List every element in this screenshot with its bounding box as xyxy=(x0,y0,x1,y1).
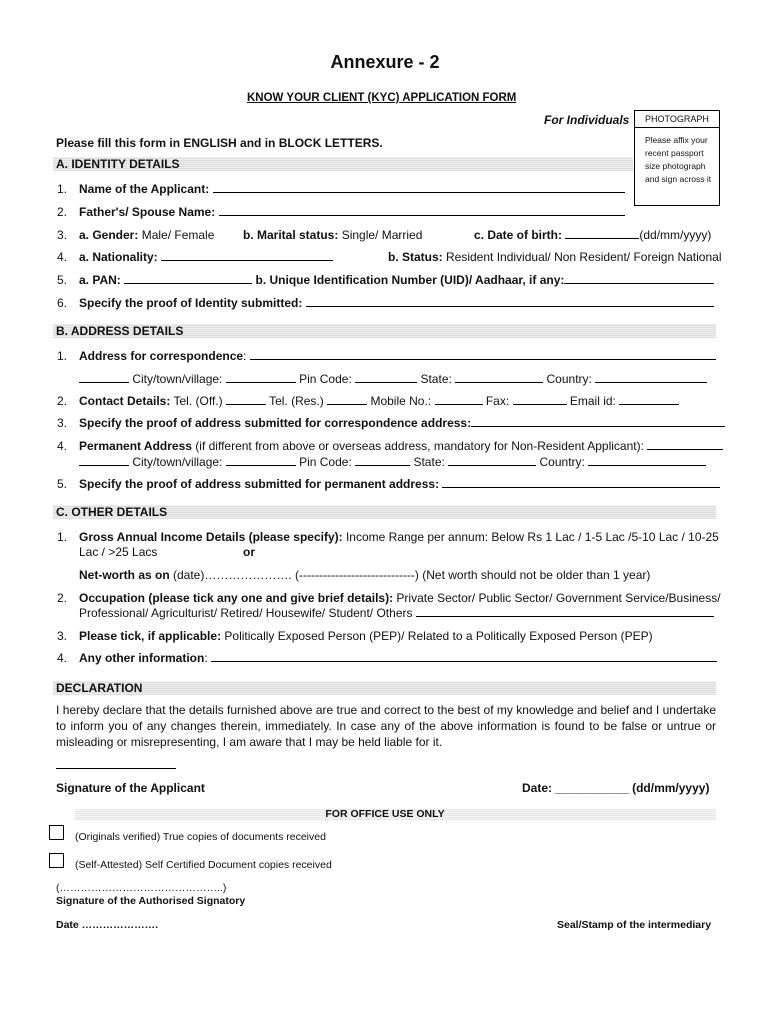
contact-details-label: Contact Details: xyxy=(79,394,171,408)
pep-field[interactable] xyxy=(79,629,653,643)
instruction-text: Please fill this form in ENGLISH and in BLOCK LETTERS. xyxy=(56,136,383,150)
correspondence-address-label: Address for correspondence xyxy=(79,349,244,363)
applicant-name-input[interactable] xyxy=(213,182,625,193)
gender-label: a. Gender: xyxy=(79,228,139,242)
dob-label: c. Date of birth: xyxy=(474,228,563,242)
self-attested-checkbox[interactable] xyxy=(49,853,64,868)
permanent-proof-input[interactable] xyxy=(442,477,720,488)
income-range-text: Income Range per annum: Below Rs 1 Lac / 1-5 Lac /5-10 Lac / 10-25 xyxy=(342,530,719,544)
applicant-signature-label: Signature of the Applicant xyxy=(56,781,205,795)
pep-label: Please tick, if applicable: xyxy=(79,629,222,643)
permanent-address-line2[interactable] xyxy=(79,455,706,469)
occupation-field[interactable] xyxy=(79,591,721,605)
occupation-options: Private Sector/ Public Sector/ Government Service/Business/ xyxy=(393,591,721,605)
declaration-date-label: Date: ___________ (dd/mm/yyyy) xyxy=(522,781,710,795)
uid-input[interactable] xyxy=(564,273,714,284)
father-spouse-input[interactable] xyxy=(219,205,625,216)
section-b-title: B. ADDRESS DETAILS xyxy=(56,324,184,338)
occupation-options-2: Professional/ Agriculturist/ Retired/ Housewife/ Student/ Others xyxy=(79,606,413,620)
item-a2-number: 2. xyxy=(57,205,68,219)
dob-field[interactable] xyxy=(474,228,711,242)
income-label: Gross Annual Income Details (please specify): xyxy=(79,530,343,544)
networth-label: Net-worth as on xyxy=(79,568,170,582)
applicant-signature-line[interactable] xyxy=(56,768,176,769)
item-b5-number: 5. xyxy=(57,477,68,491)
section-a-title: A. IDENTITY DETAILS xyxy=(56,157,180,171)
networth-text: (date)…………………. (-----------------------------) (Net worth should not be older than 1 year) xyxy=(169,568,651,582)
marital-field[interactable] xyxy=(243,228,422,242)
nationality-input[interactable] xyxy=(161,250,333,261)
city-input[interactable] xyxy=(226,372,296,383)
annexure-title: Annexure - 2 xyxy=(330,52,440,72)
correspondence-proof-label: Specify the proof of address submitted for correspondence address: xyxy=(79,416,472,430)
income-range-text-2: Lac / >25 Lacs xyxy=(79,545,158,559)
authorised-signatory-dots[interactable]: (………………………………………..) xyxy=(56,882,227,894)
pin-label: Pin Code: xyxy=(299,372,352,386)
tel-res-input[interactable] xyxy=(327,394,367,405)
status-field[interactable] xyxy=(388,250,722,264)
contact-details-field[interactable] xyxy=(79,394,679,408)
section-b-header xyxy=(53,324,716,338)
gender-field[interactable] xyxy=(79,228,214,242)
mobile-input[interactable] xyxy=(435,394,483,405)
email-input[interactable] xyxy=(619,394,679,405)
applicant-name-field[interactable] xyxy=(79,182,625,196)
perm-pin-input[interactable] xyxy=(355,455,410,466)
occupation-label: Occupation (please tick any one and give brief details): xyxy=(79,591,394,605)
other-info-label: Any other information xyxy=(79,651,205,665)
status-label: b. Status: xyxy=(388,250,443,264)
pep-options: Politically Exposed Person (PEP)/ Related to a Politically Exposed Person (PEP) xyxy=(221,629,653,643)
authorised-signatory-label: Signature of the Authorised Signatory xyxy=(56,895,246,907)
photograph-label: PHOTOGRAPH xyxy=(635,111,719,128)
item-c3-number: 3. xyxy=(57,629,68,643)
occupation-line2[interactable] xyxy=(79,606,714,620)
for-individuals-label: For Individuals xyxy=(544,113,630,127)
permanent-proof-field[interactable] xyxy=(79,477,720,491)
correspondence-address-input[interactable] xyxy=(250,349,716,360)
correspondence-proof-input[interactable] xyxy=(471,416,725,427)
pan-uid-field[interactable] xyxy=(79,273,714,287)
section-c-title: C. OTHER DETAILS xyxy=(56,505,168,519)
pan-input[interactable] xyxy=(124,273,252,284)
dob-input[interactable] xyxy=(565,228,639,239)
marital-options: Single/ Married xyxy=(338,228,423,242)
income-field[interactable] xyxy=(79,530,719,544)
status-options: Resident Individual/ Non Resident/ Foreign National xyxy=(442,250,722,264)
item-a4-number: 4. xyxy=(57,250,68,264)
state-input[interactable] xyxy=(455,372,543,383)
dob-format: (dd/mm/yyyy) xyxy=(639,228,712,242)
tel-off-input[interactable] xyxy=(226,394,266,405)
pin-input[interactable] xyxy=(355,372,417,383)
perm-state-label: State: xyxy=(413,455,445,469)
section-c-header xyxy=(53,505,716,519)
pan-label: a. PAN: xyxy=(79,273,121,287)
perm-address-line-input[interactable] xyxy=(79,455,129,466)
fax-label: Fax: xyxy=(485,394,510,408)
photograph-box[interactable] xyxy=(634,110,720,206)
permanent-address-label: Permanent Address xyxy=(79,439,192,453)
state-label: State: xyxy=(420,372,452,386)
item-c2-number: 2. xyxy=(57,591,68,605)
address-line-input[interactable] xyxy=(79,372,129,383)
uid-label: b. Unique Identification Number (UID)/ Aadhaar, if any: xyxy=(255,273,565,287)
item-a1-number: 1. xyxy=(57,182,68,196)
permanent-address-input[interactable] xyxy=(647,439,723,450)
or-label: or xyxy=(243,545,255,559)
mobile-label: Mobile No.: xyxy=(370,394,432,408)
item-a5-number: 5. xyxy=(57,273,68,287)
perm-city-label: City/town/village: xyxy=(132,455,223,469)
perm-country-input[interactable] xyxy=(588,455,706,466)
correspondence-proof-field[interactable] xyxy=(79,416,725,430)
item-c1-number: 1. xyxy=(57,530,68,544)
item-b2-number: 2. xyxy=(57,394,68,408)
fax-input[interactable] xyxy=(513,394,567,405)
item-c4-number: 4. xyxy=(57,651,68,665)
declaration-title: DECLARATION xyxy=(56,681,143,695)
perm-city-input[interactable] xyxy=(226,455,296,466)
permanent-address-field[interactable] xyxy=(79,439,723,453)
originals-verified-label: (Originals verified) True copies of documents received xyxy=(75,831,326,843)
applicant-name-label: Name of the Applicant: xyxy=(79,182,210,196)
city-label: City/town/village: xyxy=(132,372,223,386)
marital-label: b. Marital status: xyxy=(243,228,339,242)
father-spouse-field[interactable] xyxy=(79,205,625,219)
item-b3-number: 3. xyxy=(57,416,68,430)
occupation-details-input[interactable] xyxy=(416,606,714,617)
self-attested-label: (Self-Attested) Self Certified Document copies received xyxy=(75,859,332,871)
tel-res-label: Tel. (Res.) xyxy=(269,394,324,408)
declaration-text: I hereby declare that the details furnished above are true and correct to the best of my knowledge and belief and I undertake to inform you of any changes therein, immediately. In case any of the above information is found to be false or untrue or misleading or misrepresenting, I am aware that I may be held liable for it. xyxy=(56,703,716,749)
nationality-field[interactable] xyxy=(79,250,333,264)
father-spouse-label: Father's/ Spouse Name: xyxy=(79,205,216,219)
correspondence-address-field[interactable]: Address for correspondence: xyxy=(79,349,716,363)
permanent-address-note: (if different from above or overseas address, mandatory for Non-Resident Applicant): xyxy=(195,439,644,453)
other-info-input[interactable] xyxy=(211,651,717,662)
identity-proof-field[interactable] xyxy=(79,296,714,310)
perm-pin-label: Pin Code: xyxy=(299,455,352,469)
permanent-proof-label: Specify the proof of address submitted for permanent address: xyxy=(79,477,440,491)
form-subtitle: KNOW YOUR CLIENT (KYC) APPLICATION FORM xyxy=(247,92,517,104)
tel-off-label: Tel. (Off.) xyxy=(173,394,223,408)
identity-proof-input[interactable] xyxy=(306,296,714,307)
correspondence-address-line2[interactable] xyxy=(79,372,707,386)
item-b4-number: 4. xyxy=(57,439,68,453)
declaration-header xyxy=(53,681,716,695)
originals-verified-checkbox[interactable] xyxy=(49,825,64,840)
nationality-label: a. Nationality: xyxy=(79,250,158,264)
seal-stamp-label: Seal/Stamp of the intermediary xyxy=(557,919,712,931)
email-label: Email id: xyxy=(569,394,616,408)
identity-proof-label: Specify the proof of Identity submitted: xyxy=(79,296,303,310)
item-b1-number: 1. xyxy=(57,349,68,363)
gender-options: Male/ Female xyxy=(138,228,215,242)
networth-field[interactable] xyxy=(79,568,650,582)
country-input[interactable] xyxy=(595,372,707,383)
office-use-title: FOR OFFICE USE ONLY xyxy=(325,808,445,820)
perm-country-label: Country: xyxy=(539,455,585,469)
section-a-header xyxy=(53,157,633,171)
other-info-field[interactable]: Any other information: xyxy=(79,651,717,665)
item-a6-number: 6. xyxy=(57,296,68,310)
office-date-label: Date …………………. xyxy=(56,919,159,931)
item-a3-number: 3. xyxy=(57,228,68,242)
perm-state-input[interactable] xyxy=(448,455,536,466)
photograph-instructions: Please affix your recent passport size photograph and sign across it xyxy=(645,135,712,184)
country-label: Country: xyxy=(546,372,592,386)
